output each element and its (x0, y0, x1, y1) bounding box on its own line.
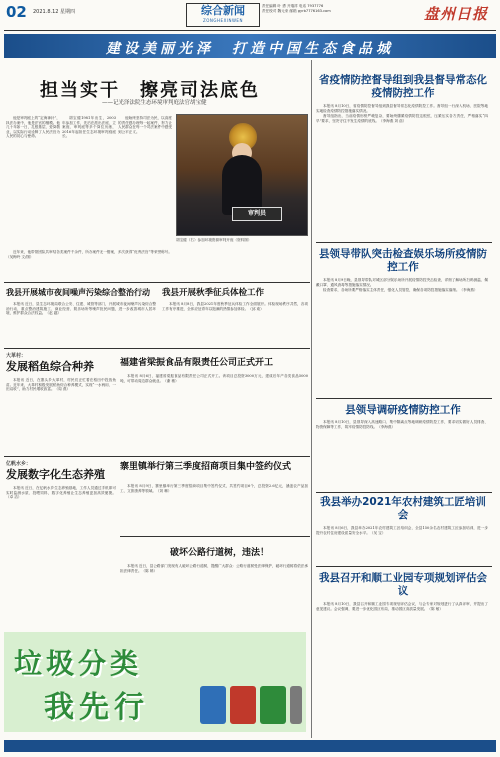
column-divider (311, 60, 312, 738)
right-body-1: 本报讯 8月10日，省疫情防控督导组到我县督导常态化疫情防控工作。督导组一行深入机场、医院等地实地检查疫情防控措施落实情况。 督导组指出，当前疫情形势严峻复杂，要始终绷紧疫情防控这根弦，压紧压实各方责任，严格落实“四早”要求，坚决守住不发生疫情的底线。（李海燕 刘 蓓） (316, 104, 488, 123)
article-3-kicker: 大革村： (6, 353, 27, 359)
lead-column-1: 他是审判庭上的“定海神针”，执法办案中，他是法官的楷模。他几十年如一日，扎根基层、爱岗敬业，以实际行动诠释了人民法官为人民的初心与使命。 (6, 116, 60, 139)
right-headline-4: 我县举办2021年农村建筑工匠培训会 (320, 496, 486, 521)
right-headline-3: 县领导调研疫情防控工作 (345, 404, 461, 416)
judge-nameplate: 审判员 (232, 207, 282, 221)
divider (316, 566, 492, 567)
article-6-body: 本报讯 8月9日，寨里镇举行第三季度招商项目集中签约仪式，共签约项目6个，总投资2.6亿元，涵盖农产品加工、文旅康养等领域。（刘 琳） (120, 484, 308, 493)
right-body-2: 本报讯 8月9日晚，县领导带队对城区部分娱乐场所开展疫情防控突击检查，详细了解场所扫码测温、佩戴口罩、通风消毒等措施落实情况。 检查要求，各场所要严格落实主体责任，强化人员管控，确保各项防控措施落实落细。（李海燕） (316, 278, 488, 293)
article-2-headline: 我县开展秋季征兵体检工作 (162, 288, 265, 298)
article-2-body: 本报讯 8月8日，我县2021年度秋季征兵体检工作全面展开。体检现场秩序井然，各项工作有序推进，全体应征青年以饱满的热情参加体检。（邱 欢） (162, 302, 308, 311)
banner-line-1: 垃圾分类 (14, 647, 143, 680)
article-5-headline: 发展数字化生态养殖 (6, 468, 105, 481)
divider (120, 536, 310, 537)
article-4-body: 本报讯 8月6日，福建省梁振食品有限责任公司正式开工。该项目总投资3000万元，建成后年产各类食品5000吨，可带动周边群众就业。（谢 敏） (120, 374, 308, 383)
banner-line-2: 我先行 (44, 690, 149, 725)
recycle-bin-icon (200, 686, 226, 724)
divider (4, 456, 310, 457)
article-5-body: 本报讯 近日，在亿帆水乡生态养殖基地，工作人员通过手机即可实时监测水质、投喂饲料，数字化养殖让生态养殖更加高效便捷。（卓 洁） (6, 486, 116, 500)
article-7-headline: 破坏公路行道树，违法！ (170, 548, 270, 558)
right-body-4: 本报讯 8月6日，我县举办2021年农村建筑工匠培训会，全县150余名农村建筑工匠参加培训，进一步提升农村住房建设质量安全水平。（吴 宝） (316, 526, 488, 535)
lead-photo-caption: 胡宝健（右）参加环境资源审判开庭（资料图） (176, 238, 252, 242)
divider (316, 242, 492, 243)
slogan-text: 建设美丽光泽 打造中国生态食品城 (106, 41, 394, 57)
section-title: 综合新闻 (201, 4, 245, 17)
lead-column-2: 胡宝健1981年出生，2003年参加工作，先后在派出法庭、立案庭、审判庭等多个岗位历练，2016年起担任生态环境审判庭庭长。 (62, 116, 116, 139)
garbage-sorting-banner (4, 632, 306, 732)
section-title-en: ZONGHEXINWEN (203, 18, 243, 23)
article-3-headline: 发展稻鱼综合种养 (6, 360, 94, 373)
footer-strip (4, 740, 496, 752)
article-6-headline: 寨里镇举行第三季度招商项目集中签约仪式 (120, 462, 292, 472)
article-1-body: 本报讯 近日，县生态环境局联合公安、住建、城管等部门，开展城市夜间噪声污染综合整治行动，重点整治建筑施工、商业经营、娱乐场所等噪声扰民问题，进一步改善城市人居环境，维护群众合法权益。（赵 越） (6, 302, 156, 316)
article-5-kicker: 亿帆水乡： (6, 461, 32, 467)
editor-line-2: 责任校对 魏元来 邮箱 gyrb7776163.com (262, 9, 331, 13)
article-4-headline: 福建省梁振食品有限责任公司正式开工 (120, 358, 274, 368)
kitchen-bin-icon (260, 686, 286, 724)
lead-column-3: 他始终坚持司法为民，以高度的责任感办理每一起案件，努力让人民群众在每一个司法案件中感受到公平正义。 (118, 116, 172, 134)
right-headline-5: 我县召开和顺工业园专项规划评估会议 (319, 572, 487, 597)
article-3-body: 本报讯 近日，在寨头乡大革村，村民们正忙着在稻田中投放鱼苗。近年来，大革村积极发展稻鱼综合种养模式，实现“一水两用、一田双收”，助力村民增收致富。（周 燕） (6, 378, 116, 392)
masthead-divider (4, 30, 496, 31)
article-7-body: 本报讯 近日，县公路部门发现有人破坏公路行道树，提醒广大群众：公路行道树受法律保护，破坏行道树将依法承担法律责任。（陈 嫣） (120, 564, 308, 573)
section-title-box (186, 3, 260, 27)
divider (4, 282, 310, 283)
newspaper-logo: 盘州日报 (424, 5, 489, 23)
judge-robe (222, 155, 262, 215)
editor-info (262, 4, 422, 14)
lead-photo-courtroom (176, 114, 308, 236)
divider (4, 348, 310, 349)
right-body-3: 本报讯 8月10日，县领导深入高速路口、集中隔离点等地调研疫情防控工作，要求切实做好人员排查、物资保障等工作，筑牢疫情防控防线。（李海燕） (316, 420, 488, 429)
divider (316, 492, 492, 493)
right-body-5: 本报讯 8月10日，我县召开和顺工业园专项规划评估会议，与会专家对规划进行了认真评审，并提出了意见建议。会议强调，要进一步优化园区布局，推动园区高质量发展。（陈 敏） (316, 602, 488, 611)
slogan-banner (4, 34, 496, 58)
other-bin-icon (290, 686, 302, 724)
hazardous-bin-icon (230, 686, 256, 724)
lead-headline: 担当实干 擦亮司法底色 (40, 80, 260, 101)
divider (316, 398, 492, 399)
issue-date: 2021.8.12 星期四 (33, 9, 76, 15)
right-headline-2: 县领导带队突击检查娱乐场所疫情防控工作 (319, 248, 487, 273)
lead-subheadline: ——记光泽法院生态环境审判庭法官胡宝健 (102, 100, 207, 106)
article-1-headline: 我县开展城市夜间噪声污染综合整治行动 (6, 288, 150, 297)
page-number: 02 (6, 3, 27, 21)
editor-line: 责任编辑 叶 勇 开瑞祥 电话 7937776 (262, 4, 324, 8)
lead-column-4: 近年来，他带领团队共审结各类案件千余件，所办案件无一错案，多次获得“优秀法官”等荣誉称号。（吴梅玲 文/图） (6, 250, 172, 259)
right-headline-1: 省疫情防控督导组到我县督导常态化疫情防控工作 (319, 74, 487, 99)
